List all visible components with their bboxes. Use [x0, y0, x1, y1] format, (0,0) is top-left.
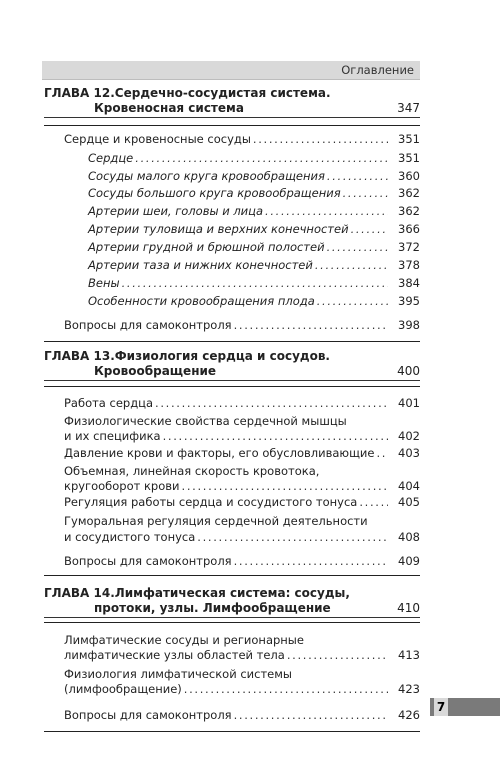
toc-entry[interactable]: Вопросы для самоконтроля . . . 409 — [64, 554, 420, 568]
toc-entry-line1: Физиология лимфатической системы — [64, 667, 292, 681]
running-header — [42, 61, 420, 80]
toc-entry[interactable]: Работа сердца . . . 401 — [64, 396, 420, 410]
page-number-tab — [430, 698, 500, 716]
chapter-label: ГЛАВА 14. — [44, 586, 115, 600]
toc-entry[interactable]: и их специфика . . . 402 — [64, 429, 420, 443]
toc-entry[interactable]: Сосуды малого круга кровообращения . . . 360 — [88, 169, 420, 183]
toc-entry[interactable]: Регуляция работы сердца и сосудистого тонуса . . . 405 — [64, 495, 420, 509]
chapter-13-contents — [44, 386, 420, 576]
toc-entry[interactable]: Вопросы для самоконтроля . . . 398 — [64, 318, 420, 332]
toc-entry[interactable]: Вопросы для самоконтроля . . . 426 — [64, 708, 420, 722]
chapter-14-heading — [44, 586, 420, 618]
chapter-13-heading — [44, 349, 420, 381]
chapter-page: 400 — [397, 364, 420, 378]
chapter-label: ГЛАВА 12. — [44, 86, 115, 100]
toc-entry[interactable]: Вены . . . 384 — [88, 276, 420, 290]
toc-entry[interactable]: кругооборот крови . . . 404 — [64, 479, 420, 493]
toc-entry[interactable]: Сердце и кровеносные сосуды . . . 351 — [64, 132, 420, 146]
toc-entry[interactable]: Артерии туловища и верхних конечностей . . . 366 — [88, 222, 420, 236]
section-title: Оглавление — [341, 63, 414, 77]
chapter-title-line1: Лимфатическая система: сосуды, — [114, 586, 350, 600]
toc-entry[interactable]: Артерии таза и нижних конечностей . . . 378 — [88, 258, 420, 272]
toc-entry[interactable]: Артерии грудной и брюшной полостей . . . 372 — [88, 240, 420, 254]
toc-entry[interactable]: Сердце . . . 351 — [88, 151, 420, 165]
chapter-title-line1: Физиология сердца и сосудов. — [114, 349, 330, 363]
toc-entry[interactable]: Особенности кровообращения плода . . . 395 — [88, 294, 420, 308]
toc-entry[interactable]: Сосуды большого круга кровообращения . . . 362 — [88, 186, 420, 200]
chapter-title-line2: протоки, узлы. Лимфообращение — [94, 601, 331, 615]
page-number: 7 — [434, 698, 448, 716]
chapter-page: 410 — [397, 601, 420, 615]
toc-entry-line1: Лимфатические сосуды и регионарные — [64, 633, 304, 647]
toc-entry[interactable]: лимфатические узлы областей тела . . . 413 — [64, 648, 420, 662]
toc-entry[interactable]: и сосудистого тонуса . . . 408 — [64, 530, 420, 544]
toc-entry[interactable]: (лимфообращение) . . . 423 — [64, 682, 420, 696]
chapter-page: 347 — [397, 101, 420, 115]
chapter-title-line2: Кровообращение — [94, 364, 217, 378]
chapter-12-contents — [44, 125, 420, 342]
toc-entry[interactable]: Давление крови и факторы, его обусловливающие . . . 403 — [64, 446, 420, 460]
chapter-title-line1: Сердечно-сосудистая система. — [114, 86, 331, 100]
toc-entry-line1: Объемная, линейная скорость кровотока, — [64, 464, 320, 478]
toc-entry-line1: Физиологические свойства сердечной мышцы — [64, 414, 347, 428]
toc-entry-line1: Гуморальная регуляция сердечной деятельности — [64, 514, 368, 528]
chapter-12-heading — [44, 86, 420, 118]
chapter-14-contents — [44, 622, 420, 732]
chapter-title-line2: Кровеносная система — [94, 101, 244, 115]
chapter-label: ГЛАВА 13. — [44, 349, 115, 363]
toc-entry[interactable]: Артерии шеи, головы и лица . . . 362 — [88, 204, 420, 218]
